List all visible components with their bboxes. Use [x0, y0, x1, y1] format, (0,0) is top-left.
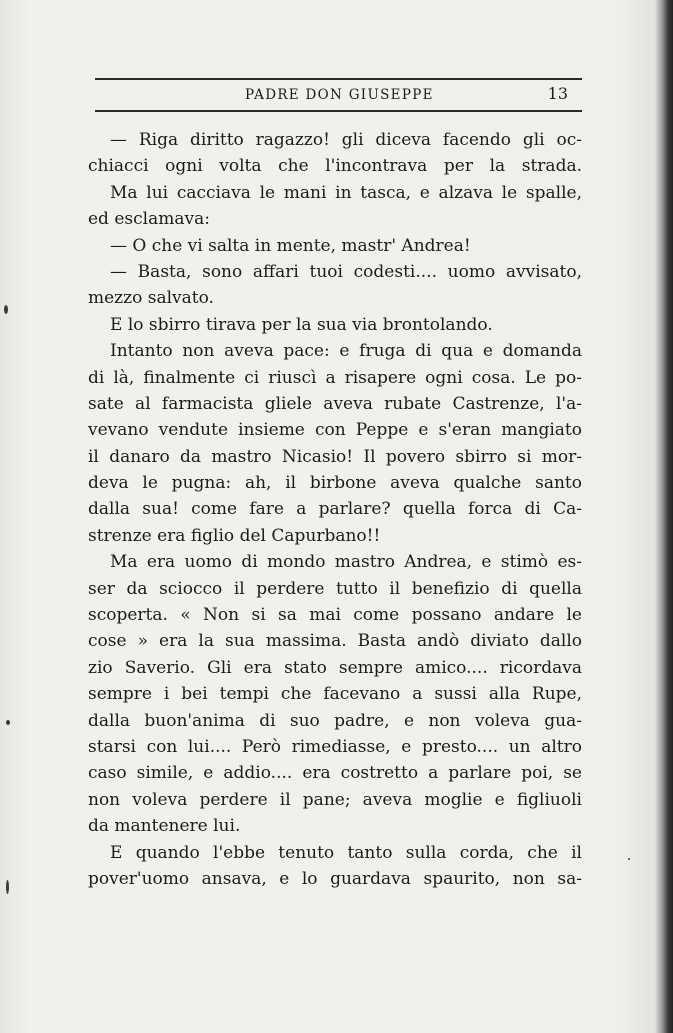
text-line: ed esclamava: — [88, 209, 210, 230]
text-line: cose » era la sua massima. Basta andò diviato dallo — [88, 631, 582, 652]
text-line: Ma lui cacciava le mani in tasca, e alzava le spalle, — [110, 182, 582, 203]
text-line: — Basta, sono affari tuoi codesti.... uomo avvisato, — [110, 261, 582, 282]
text-line: sempre i bei tempi che facevano a sussi alla Rupe, — [88, 684, 582, 705]
scan-speck — [6, 880, 9, 894]
text-line: vevano vendute insieme con Peppe e s'eran mangiato — [88, 420, 582, 441]
text-line: scoperta. « Non si sa mai come possano andare le — [88, 605, 582, 626]
text-line: da mantenere lui. — [88, 816, 241, 837]
text-line: pover'uomo ansava, e lo guardava spaurito, non sa- — [88, 868, 582, 889]
text-line: ser da sciocco il perdere tutto il benefizio di quella — [88, 578, 582, 599]
running-head-title: PADRE DON GIUSEPPE — [245, 87, 434, 103]
text-line: mezzo salvato. — [88, 288, 214, 309]
text-line: il danaro da mastro Nicasio! Il povero sbirro si mor- — [88, 446, 582, 467]
text-line: starsi con lui.... Però rimediasse, e presto.... un altro — [88, 736, 582, 757]
scan-speck — [4, 305, 8, 314]
text-line: strenze era figlio del Capurbano!! — [88, 525, 381, 546]
scan-speck — [6, 720, 10, 725]
text-line: Intanto non aveva pace: e fruga di qua e domanda — [110, 341, 582, 362]
text-line: chiacci ogni volta che l'incontrava per la strada. — [88, 156, 582, 177]
scan-speck — [628, 858, 630, 860]
header-rule-top — [95, 78, 582, 80]
text-line: — Riga diritto ragazzo! gli diceva facendo gli oc- — [110, 130, 582, 150]
text-line: di là, finalmente ci riuscì a risapere ogni cosa. Le po- — [88, 367, 582, 388]
text-line: non voleva perdere il pane; aveva moglie e figliuoli — [88, 789, 582, 810]
text-line: E lo sbirro tirava per la sua via brontolando. — [110, 314, 493, 335]
text-line: — O che vi salta in mente, mastr' Andrea! — [110, 235, 471, 256]
text-line: E quando l'ebbe tenuto tanto sulla corda, che il — [110, 842, 582, 863]
header-rule-bottom — [95, 110, 582, 112]
text-line: deva le pugna: ah, il birbone aveva qualche santo — [88, 473, 582, 494]
running-header — [95, 86, 582, 108]
text-line: dalla buon'anima di suo padre, e non voleva gua- — [88, 710, 582, 731]
text-line: caso simile, e addio.... era costretto a parlare poi, se — [88, 763, 582, 784]
text-line: dalla sua! come fare a parlare? quella forca di Ca- — [88, 499, 582, 520]
text-line: zio Saverio. Gli era stato sempre amico.... ricordava — [88, 657, 582, 678]
page-number: 13 — [547, 84, 568, 103]
text-line: sate al farmacista gliele aveva rubate Castrenze, l'a- — [88, 393, 582, 414]
text-line: Ma era uomo di mondo mastro Andrea, e stimò es- — [110, 552, 582, 573]
body-text — [88, 127, 582, 892]
